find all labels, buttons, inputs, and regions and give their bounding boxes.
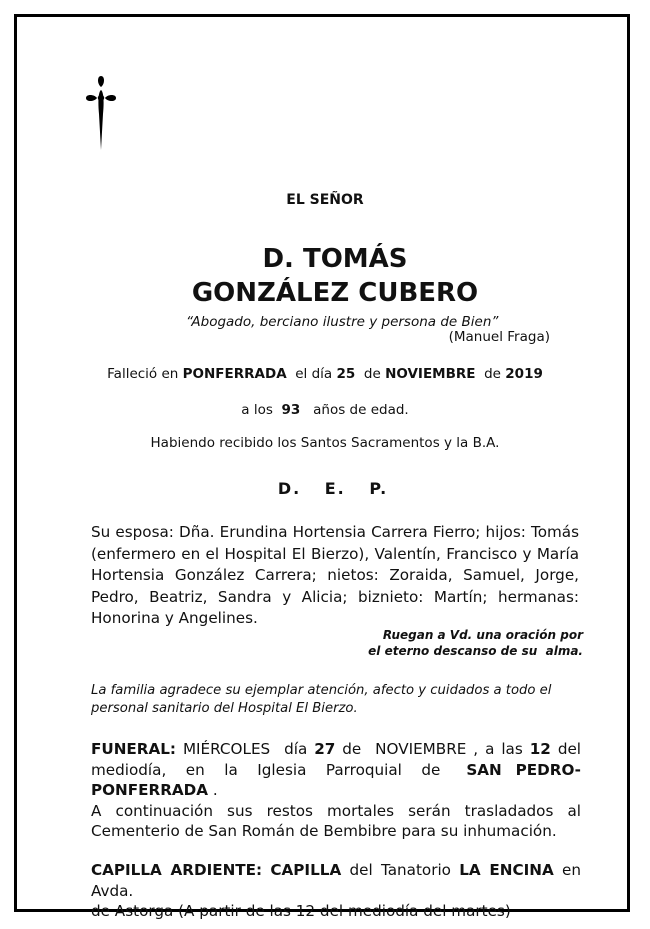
chapel-paragraph	[91, 860, 581, 922]
prayer-line1: Ruegan a Vd. una oración por	[382, 628, 583, 642]
funeral-hour-suffix: del	[557, 740, 582, 758]
age-prefix: a los	[241, 402, 273, 418]
chapel-tail: en Avda.	[91, 861, 582, 900]
intro-heading: EL SEÑOR	[286, 192, 364, 208]
death-month-prefix: de	[363, 366, 381, 382]
funeral-line2	[91, 760, 581, 781]
funeral-line5: Cementerio de San Román de Bembibre para su inhumación.	[91, 822, 557, 840]
quote-author: (Manuel Fraga)	[448, 329, 550, 345]
funeral-church-tail: .	[208, 781, 218, 799]
age-statement	[0, 402, 650, 418]
death-day-prefix: el día	[295, 366, 333, 382]
death-year-prefix: de	[484, 366, 501, 382]
cross-icon	[84, 74, 118, 152]
death-statement	[0, 366, 650, 382]
death-prefix: Falleció en	[107, 366, 179, 382]
epitaph-quote: “Abogado, berciano ilustre y persona de Bien”	[186, 314, 499, 330]
family-line: (enfermero en el Hospital El Bierzo), Valentín, Francisco y María	[91, 544, 579, 563]
death-day: 25	[336, 366, 356, 382]
funeral-label: FUNERAL:	[91, 740, 176, 758]
chapel-label: CAPILLA ARDIENTE:	[91, 861, 263, 879]
funeral-line3	[91, 780, 581, 801]
funeral-hour: 12	[529, 740, 551, 758]
funeral-line1	[91, 739, 581, 760]
family-line: Honorina y Angelines.	[91, 609, 258, 627]
chapel-mid: del Tanatorio	[349, 861, 451, 879]
chapel-line2: de Astorga (A partir de las 12 del mediodía del martes)	[91, 902, 511, 920]
deceased-name-line1: D. TOMÁS	[262, 244, 408, 274]
chapel-word: CAPILLA	[270, 861, 342, 879]
funeral-day: 27	[314, 740, 336, 758]
funeral-line2-text: mediodía, en la Iglesia Parroquial de	[91, 760, 441, 779]
death-place: PONFERRADA	[182, 366, 287, 382]
sacraments-statement: Habiendo recibido los Santos Sacramentos y la B.A.	[150, 435, 500, 451]
death-year: 2019	[505, 366, 543, 382]
chapel-line1	[91, 860, 581, 901]
thanks-line1: La familia agradece su ejemplar atención, afecto y cuidados a todo el	[91, 683, 552, 698]
death-month: NOVIEMBRE	[385, 366, 476, 382]
family-line: Pedro, Beatriz, Sandra y Alicia; biznieto: Martín; hermanas:	[91, 587, 579, 606]
funeral-day-prefix: día	[284, 740, 308, 758]
age-suffix: años de edad.	[313, 402, 409, 418]
thanks-paragraph	[91, 682, 589, 718]
funeral-church-part2: PONFERRADA	[91, 781, 209, 799]
prayer-line2: el eterno descanso de su alma.	[368, 644, 583, 658]
prayer-request	[333, 627, 583, 659]
funeral-church-part1: SAN PEDRO-	[466, 760, 581, 779]
funeral-day-name: MIÉRCOLES	[182, 740, 271, 758]
funeral-paragraph	[91, 739, 581, 842]
dep-heading: D. E. P.	[277, 479, 389, 498]
chapel-place: LA ENCINA	[459, 861, 554, 879]
family-line: Su esposa: Dña. Erundina Hortensia Carrera Fierro; hijos: Tomás	[91, 523, 579, 541]
family-paragraph	[91, 522, 579, 630]
funeral-month: de NOVIEMBRE , a las	[342, 740, 523, 758]
funeral-line4: A continuación sus restos mortales serán trasladados al	[91, 801, 581, 820]
age-value: 93	[281, 402, 301, 418]
deceased-name-line2: GONZÁLEZ CUBERO	[191, 278, 479, 308]
thanks-line2: personal sanitario del Hospital El Bierzo.	[91, 701, 358, 716]
family-line: Hortensia González Carrera; nietos: Zoraida, Samuel, Jorge,	[91, 566, 579, 584]
